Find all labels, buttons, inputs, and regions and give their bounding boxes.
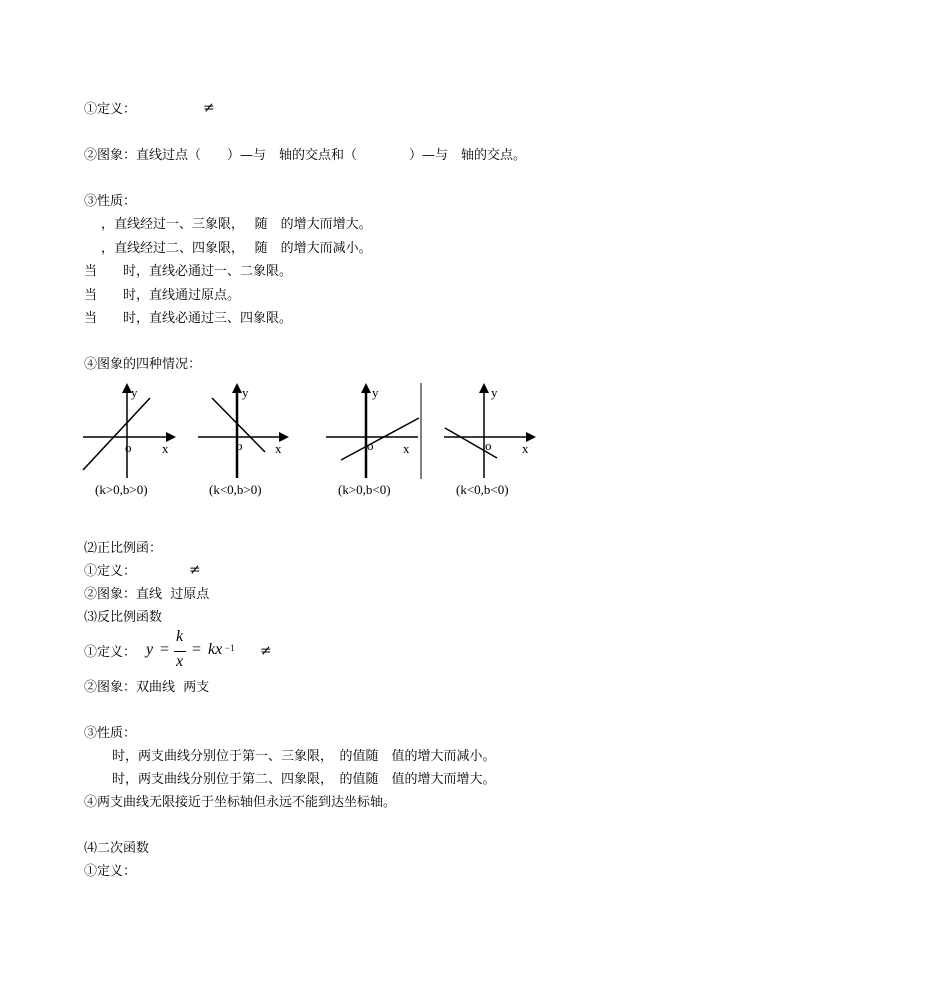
property-line: ，直线经过一、三象限， 随 的增大而增大。 — [88, 217, 372, 232]
y-label: y — [491, 385, 498, 400]
fraction-bar — [174, 651, 186, 652]
origin-label: o — [236, 438, 243, 453]
graph-caption: (k<0,b<0) — [456, 482, 509, 497]
definition-label: ①定义： — [84, 102, 137, 117]
not-equal-sign: ≠ — [260, 643, 272, 659]
origin-label: o — [125, 440, 132, 455]
graph-caption: (k>0,b>0) — [95, 482, 148, 497]
function-line — [83, 398, 150, 470]
not-equal-sign: ≠ — [189, 562, 201, 578]
property-line: 时，两支曲线分别位于第一、三象限， 的值随 值的增大而减小。 — [86, 749, 496, 764]
graph-caption: (k>0,b<0) — [338, 482, 391, 497]
properties-title: ③性质： — [84, 194, 137, 209]
image-description: ②图象：双曲线 两支 — [84, 680, 210, 695]
y-label: y — [242, 385, 249, 400]
formula-denominator: x — [176, 653, 184, 670]
y-arrow-icon — [232, 383, 242, 393]
formula-exponent: −1 — [225, 643, 235, 653]
formula-y: y — [146, 641, 154, 658]
section-title: ⑶反比例函数 — [84, 610, 163, 625]
graph-k-neg-b-neg — [441, 380, 546, 480]
property-line: 当 时，直线通过原点。 — [84, 288, 241, 303]
property-line: 时，两支曲线分别位于第二、四象限， 的值随 值的增大而增大。 — [86, 772, 496, 787]
section-title: ⑷二次函数 — [84, 841, 150, 856]
definition-label: ①定义： — [84, 864, 137, 879]
formula-numerator: k — [176, 628, 184, 645]
x-label: x — [403, 441, 410, 456]
asymptote-line: ④两支曲线无限接近于坐标轴但永远不能到达坐标轴。 — [84, 795, 397, 810]
x-label: x — [522, 441, 529, 456]
definition-label: ①定义： — [84, 564, 137, 579]
y-arrow-icon — [361, 383, 371, 393]
origin-label: o — [485, 438, 492, 453]
graph-k-pos-b-neg — [323, 380, 428, 480]
graph-k-pos-b-pos — [80, 380, 185, 480]
image-description: ②图象：直线过点（ ）—与 轴的交点和（ ）—与 轴的交点。 — [84, 148, 527, 163]
x-label: x — [275, 441, 282, 456]
section-title: ⑵正比例函： — [84, 541, 163, 556]
y-label: y — [131, 385, 138, 400]
property-line: 当 时，直线必通过一、二象限。 — [84, 264, 293, 279]
not-equal-sign: ≠ — [203, 100, 215, 116]
formula-kx: kx — [208, 641, 223, 658]
properties-title: ③性质： — [84, 726, 137, 741]
inverse-formula — [146, 628, 256, 674]
four-cases-title: ④图象的四种情况： — [84, 357, 202, 372]
formula-equals: = — [160, 641, 170, 658]
image-description: ②图象：直线 过原点 — [84, 587, 210, 602]
formula-equals-2: = — [192, 641, 202, 658]
y-label: y — [372, 385, 379, 400]
y-arrow-icon — [479, 383, 489, 393]
property-line: 当 时，直线必通过三、四象限。 — [84, 311, 293, 326]
graph-k-neg-b-pos — [195, 380, 300, 480]
property-line: ，直线经过二、四象限， 随 的增大而减小。 — [88, 241, 372, 256]
x-label: x — [162, 441, 169, 456]
definition-label: ①定义： — [84, 645, 137, 660]
origin-label: o — [367, 438, 374, 453]
graph-caption: (k<0,b>0) — [209, 482, 262, 497]
